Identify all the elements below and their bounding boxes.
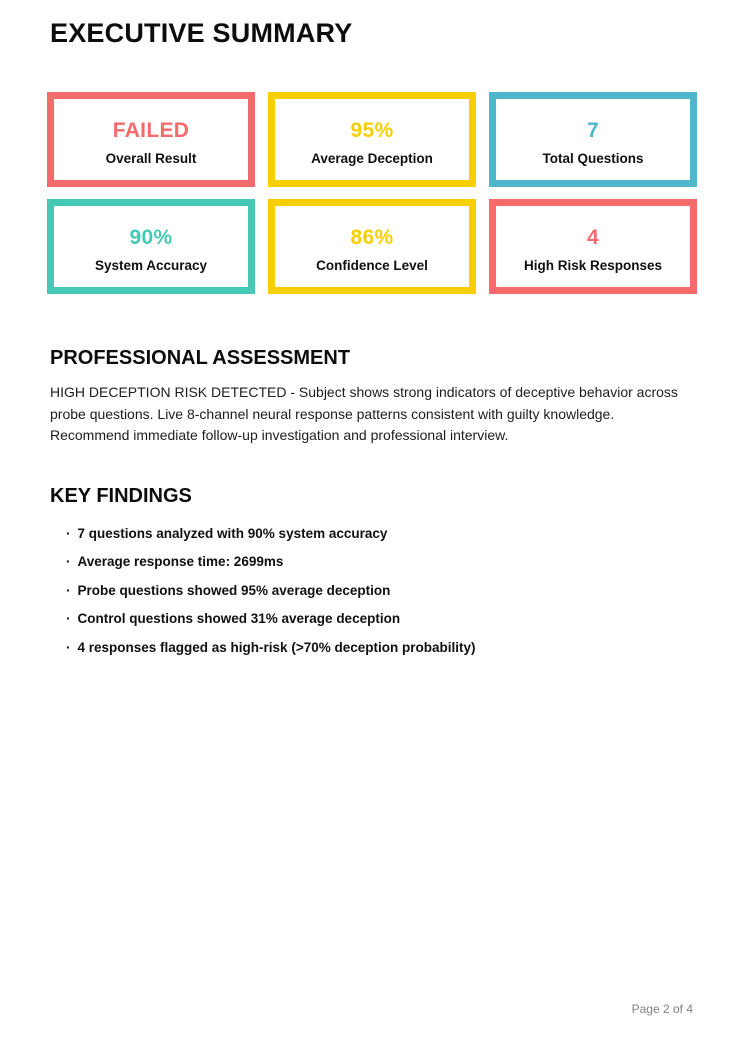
key-findings-list [66, 527, 697, 655]
stat-value: 95% [350, 118, 394, 142]
key-finding-item [66, 584, 697, 598]
stat-value: 86% [350, 225, 394, 249]
stat-card-high-risk-responses [489, 199, 697, 294]
page-number: Page 2 of 4 [631, 1002, 693, 1016]
key-finding-text: 7 questions analyzed with 90% system accuracy [77, 525, 388, 541]
key-finding-item [66, 641, 697, 655]
stat-card-average-deception [268, 92, 476, 187]
page-title: EXECUTIVE SUMMARY [50, 18, 353, 48]
key-findings-heading: KEY FINDINGS [50, 484, 192, 507]
key-finding-item [66, 555, 697, 569]
stat-value: FAILED [112, 118, 190, 142]
stat-card-total-questions [489, 92, 697, 187]
key-finding-text: Control questions showed 31% average deception [77, 611, 401, 627]
stat-label: Confidence Level [316, 257, 428, 273]
stat-card-grid [47, 92, 697, 294]
stat-label: High Risk Responses [523, 257, 663, 273]
stat-label: Average Deception [311, 150, 433, 166]
key-finding-item [66, 527, 697, 541]
stat-value: 4 [587, 225, 599, 249]
professional-assessment-body: HIGH DECEPTION RISK DETECTED - Subject shows strong indicators of deceptive behavior across probe questions. Live 8-channel neural response patterns consistent with guilty knowledge. Recommend immediate follow-up investigation and professional interview. [50, 384, 678, 444]
bullet-icon: · [66, 639, 71, 655]
stat-card-system-accuracy [47, 199, 255, 294]
bullet-icon: · [66, 611, 71, 627]
bullet-icon: · [66, 554, 71, 570]
key-finding-text: 4 responses flagged as high-risk (>70% deception probability) [77, 639, 476, 655]
key-finding-item [66, 612, 697, 626]
stat-value: 7 [587, 118, 599, 142]
stat-card-overall-result [47, 92, 255, 187]
bullet-icon: · [66, 582, 71, 598]
key-finding-text: Average response time: 2699ms [77, 554, 284, 570]
professional-assessment-heading: PROFESSIONAL ASSESSMENT [50, 347, 351, 370]
stat-card-confidence-level [268, 199, 476, 294]
bullet-icon: · [66, 525, 71, 541]
stat-label: Total Questions [542, 150, 644, 166]
stat-value: 90% [129, 225, 173, 249]
key-finding-text: Probe questions showed 95% average deception [77, 582, 391, 598]
stat-label: Overall Result [105, 150, 197, 166]
stat-label: System Accuracy [94, 257, 208, 273]
